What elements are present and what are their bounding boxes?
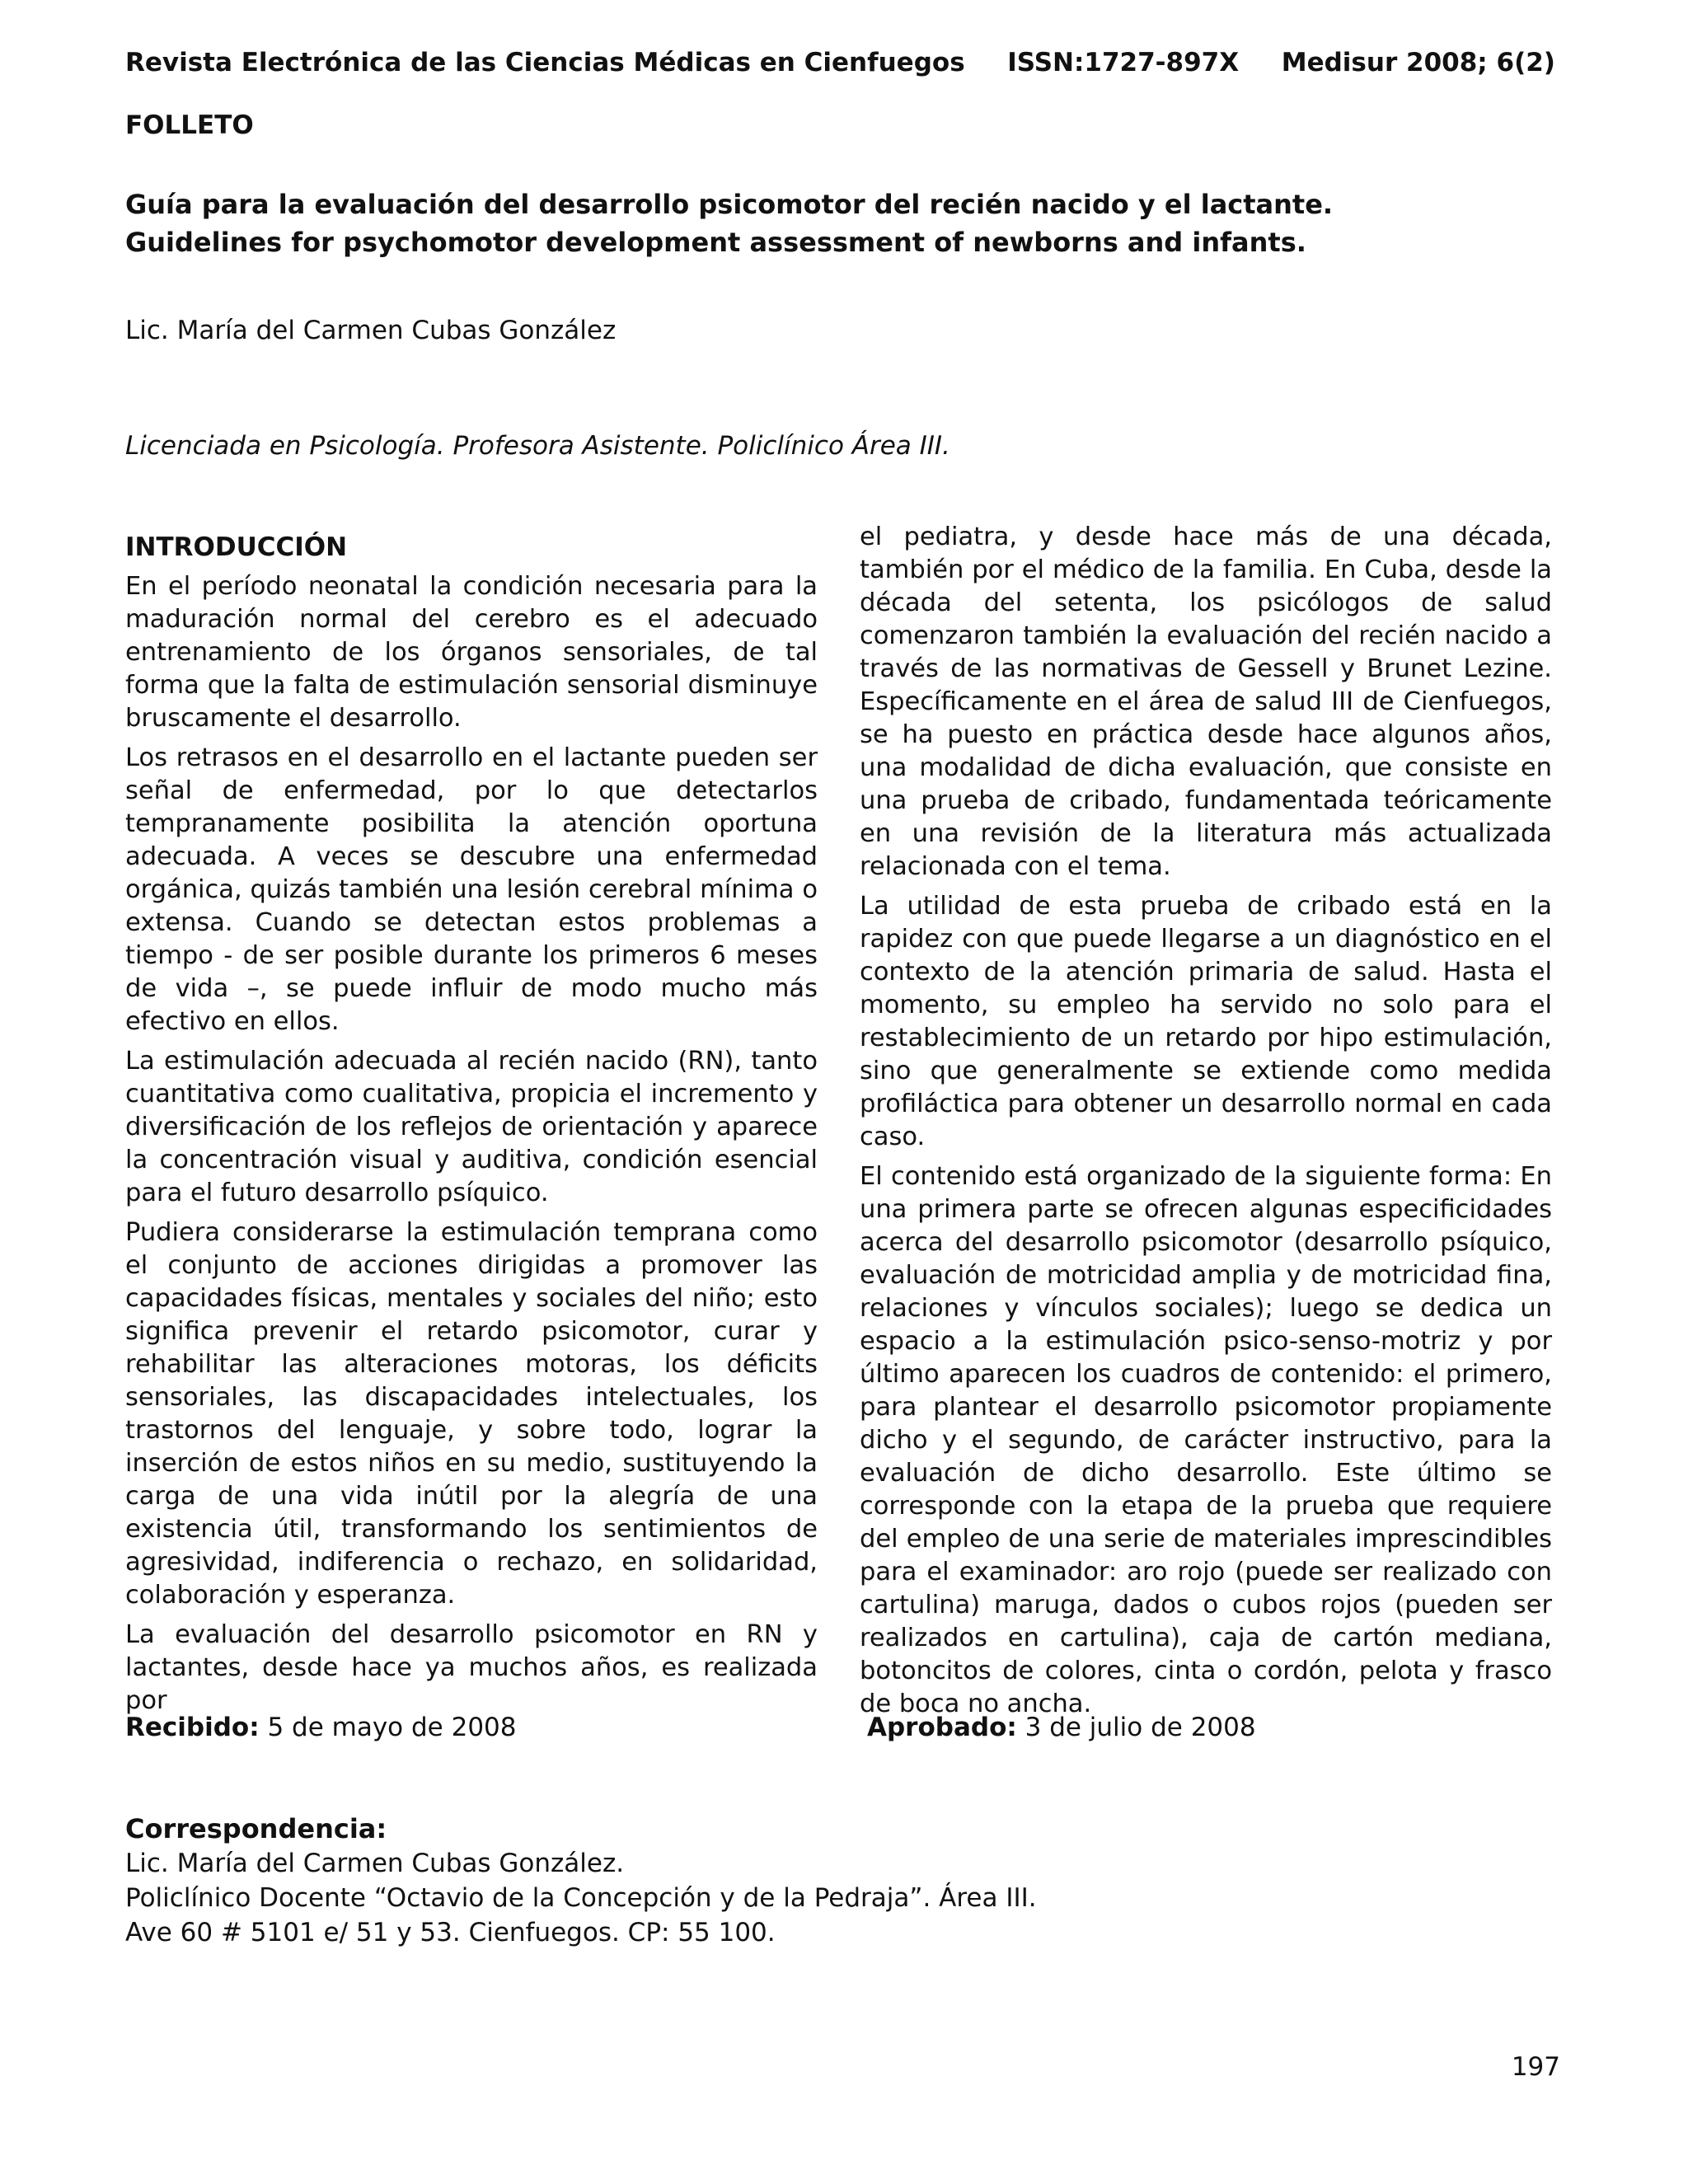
paragraph: El contenido está organizado de la siguiente forma: En una primera parte se ofrecen algunas especificidades acerca del desarrollo psicomotor (desarrollo psíquico, evaluación de motricidad amplia y de motricidad fina, relaciones y vínculos sociales); luego se dedica un espacio a la estimulación psico-senso-motriz y por último aparecen los cuadros de contenido: el primero, para plantear el desarrollo psicomotor propiamente dicho y el segundo, de carácter instructivo, para la evaluación de dicho desarrollo. Este último se corresponde con la etapa de la prueba que requiere del empleo de una serie de materiales imprescindibles para el examinador: aro rojo (puede ser realizado con cartulina) maruga, dados o cubos rojos (pueden ser realizados en cartulina), caja de cartón mediana, botoncitos de colores, cinta o cordón, pelota y frasco de boca no ancha. — [860, 1162, 1552, 1718]
paragraph: La evaluación del desarrollo psicomotor en RN y lactantes, desde hace ya muchos años, es realizada por — [125, 1620, 818, 1715]
paragraph: Pudiera considerarse la estimulación temprana como el conjunto de acciones dirigidas a promover las capacidades físicas, mentales y sociales del niño; esto significa prevenir el retardo psicomotor, curar y rehabilitar las alteraciones motoras, los déficits sensoriales, las discapacidades intelectuales, los trastornos del lenguaje, y sobre todo, lograr la inserción de estos niños en su medio, sustituyendo la carga de una vida inútil por la alegría de una existencia útil, transformando los sentimientos de agresividad, indiferencia o rechazo, en solidaridad, colaboración y esperanza. — [125, 1218, 818, 1610]
citation: Medisur 2008; 6(2) — [1281, 48, 1555, 77]
page-number: 197 — [1511, 2052, 1560, 2082]
title-block — [125, 185, 1576, 261]
right-column — [860, 521, 1552, 1727]
paragraph: En el período neonatal la condición necesaria para la maduración normal del cerebro es el adecuado entrenamiento de los órganos sensoriales, de tal forma que la falta de estimulación sensorial disminuye bruscamente el desarrollo. — [125, 572, 818, 733]
author: Lic. María del Carmen Cubas González — [125, 316, 617, 345]
affiliation: Licenciada en Psicología. Profesora Asistente. Policlínico Área III. — [125, 431, 950, 461]
section-heading: INTRODUCCIÓN — [125, 532, 348, 562]
left-column — [125, 521, 818, 1724]
approved-value: 3 de julio de 2008 — [1016, 1713, 1256, 1742]
paragraph: La estimulación adecuada al recién nacido (RN), tanto cuantitativa como cualitativa, propicia el incremento y diversificación de los reflejos de orientación y aparece la concentración visual y auditiva, condición esencial para el futuro desarrollo psíquico. — [125, 1047, 818, 1207]
title-spanish: Guía para la evaluación del desarrollo psicomotor del recién nacido y el lactante. — [125, 189, 1334, 220]
correspondence-line: Ave 60 # 5101 e/ 51 y 53. Cienfuegos. CP: 55 100. — [125, 1918, 776, 1947]
correspondence-line: Lic. María del Carmen Cubas González. — [125, 1849, 625, 1878]
received-value: 5 de mayo de 2008 — [259, 1713, 517, 1742]
received-date — [125, 1713, 517, 1742]
approved-date — [867, 1713, 1256, 1742]
correspondence — [125, 1811, 1037, 1950]
paragraph: La utilidad de esta prueba de cribado está en la rapidez con que puede llegarse a un diagnóstico en el contexto de la atención primaria de salud. Hasta el momento, su empleo ha servido no solo para el restablecimiento de un retardo por hipo estimulación, sino que generalmente se extiende como medida profiláctica para obtener un desarrollo normal en cada caso. — [860, 892, 1552, 1151]
correspondence-line: Policlínico Docente “Octavio de la Concepción y de la Pedraja”. Área III. — [125, 1883, 1037, 1913]
correspondence-title: Correspondencia: — [125, 1813, 387, 1844]
paragraph: Los retrasos en el desarrollo en el lactante pueden ser señal de enfermedad, por lo que detectarlos tempranamente posibilita la atención oportuna adecuada. A veces se descubre una enfermedad orgánica, quizás también una lesión cerebral mínima o extensa. Cuando se detectan estos problemas a tiempo - de ser posible durante los primeros 6 meses de vida –, se puede influir de modo mucho más efectivo en ellos. — [125, 743, 818, 1036]
journal-name: Revista Electrónica de las Ciencias Médicas en Cienfuegos — [125, 48, 965, 77]
title-english: Guidelines for psychomotor development assessment of newborns and infants. — [125, 227, 1306, 258]
running-header — [125, 48, 1555, 77]
issn: ISSN:1727-897X — [1007, 48, 1240, 77]
paragraph: el pediatra, y desde hace más de una década, también por el médico de la familia. En Cuba, desde la década del setenta, los psicólogos de salud comenzaron también la evaluación del recién nacido a través de las normativas de Gessell y Brunet Lezine. Específicamente en el área de salud III de Cienfuegos, se ha puesto en práctica desde hace algunos años, una modalidad de dicha evaluación, que consiste en una prueba de cribado, fundamentada teóricamente en una revisión de la literatura más actualizada relacionada con el tema. — [860, 523, 1552, 881]
received-label: Recibido: — [125, 1713, 260, 1742]
approved-label: Aprobado: — [867, 1713, 1017, 1742]
section-label: FOLLETO — [125, 110, 254, 140]
